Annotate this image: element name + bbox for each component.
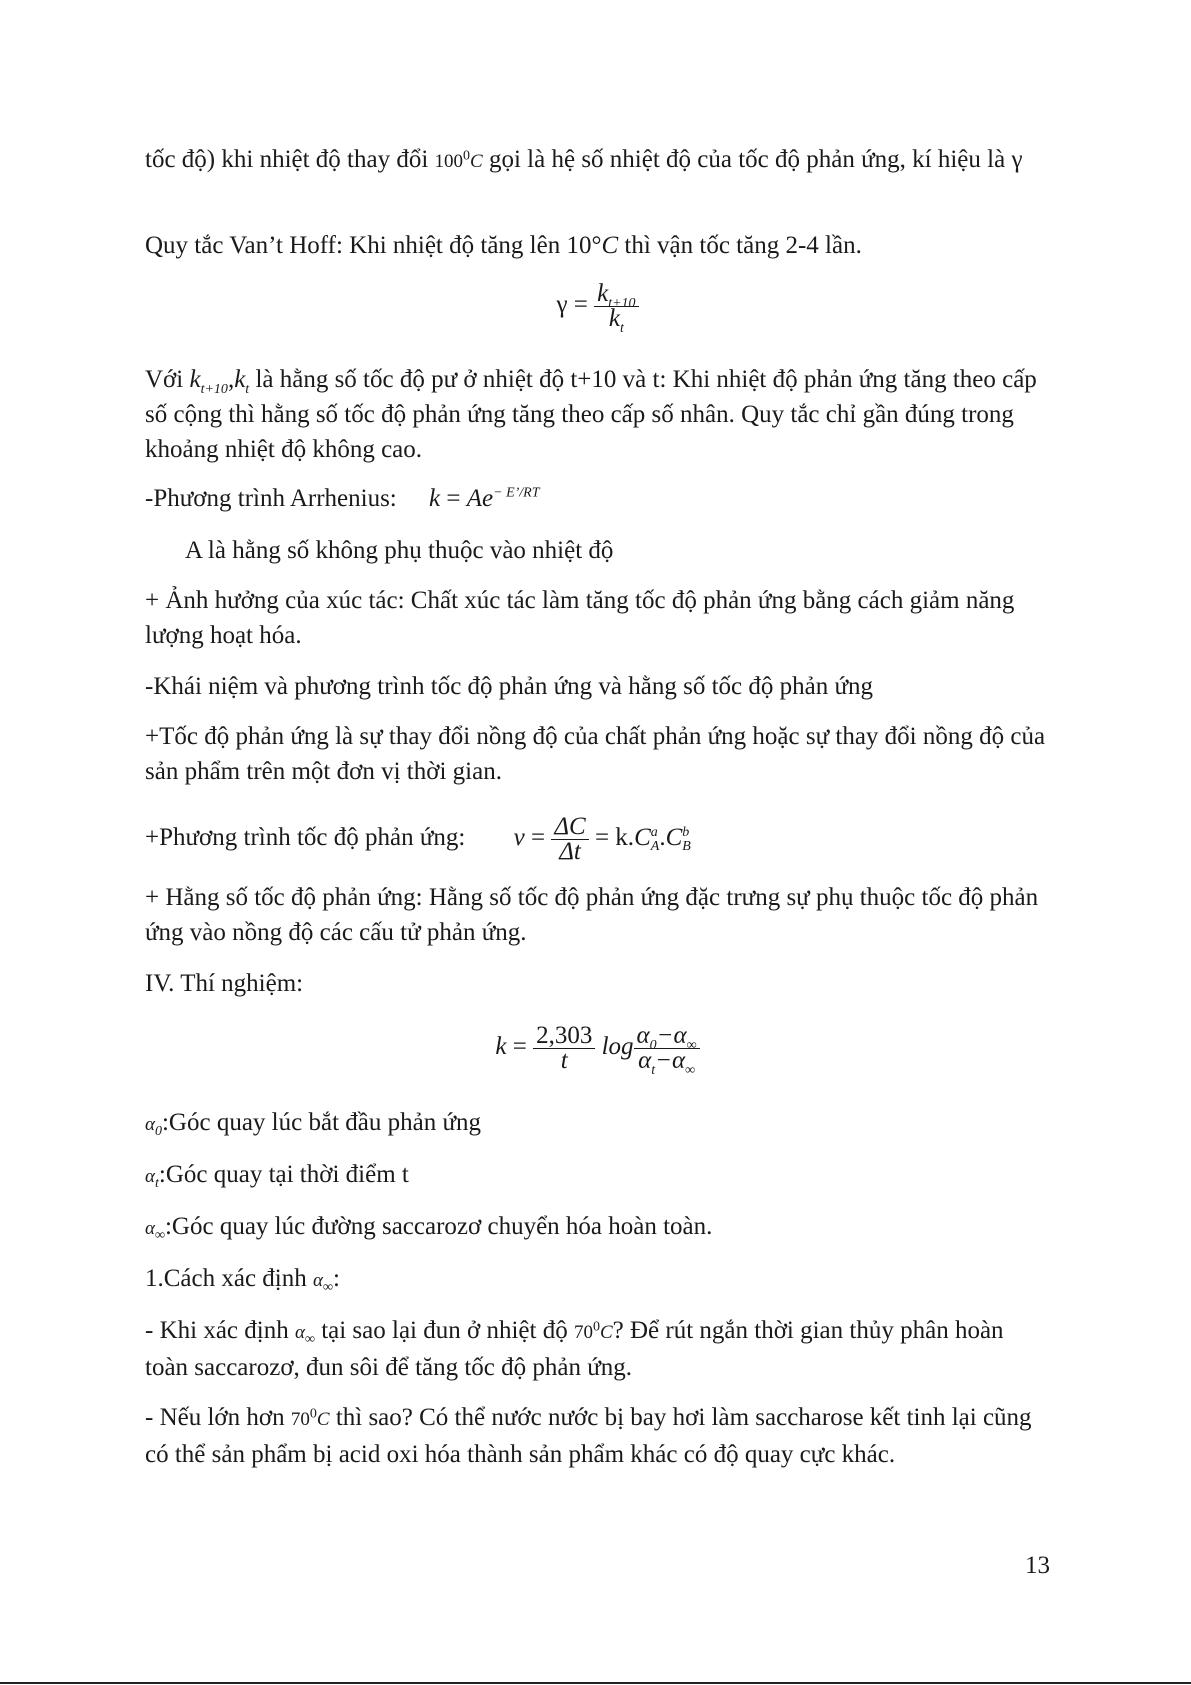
math-equals-k: = k. [594,824,635,852]
math-comma: , [227,366,235,393]
fraction-kt10-over-kt [594,280,638,336]
paragraph-A-constant: A là hằng số không phụ thuộc vào nhiệt độ [185,537,614,564]
math-alphainf [145,1218,165,1243]
math-subscript: B [682,838,691,854]
math-unit: C [470,151,483,172]
math-minus: − [656,1022,674,1049]
text: Với [145,366,184,393]
math-k: k [597,280,609,307]
math-alphainf [294,1322,315,1347]
math-alpha: α [145,1166,155,1187]
math-alpha: α [671,1047,686,1074]
math-unit: C [316,1409,330,1430]
math-k: k [429,485,441,512]
fraction-numerator: 2,303 [533,1024,595,1049]
fraction-numerator [634,1022,700,1053]
fraction-dC-over-dt [551,815,588,864]
paragraph-alphat [145,1157,1050,1194]
math-number: 100 [434,151,464,172]
math-scripts-b-B [682,826,691,854]
math-A: A [466,485,483,512]
math-subscript: ∞ [685,1063,696,1078]
math-superscript: b [682,824,690,840]
text: là hằng số tốc độ pư ở nhiệt độ t+10 và t: Khi nhiệt độ phản ứng tăng theo cấp số cộng thì hằng số tốc độ phản ứng tăng theo cấp số nhân. Quy tắc chỉ gần đúng trong khoảng nhiệt độ không cao. [145,366,1037,463]
math-equals: = [446,485,461,512]
text: tại sao lại đun ở nhiệt độ [321,1317,568,1344]
fraction-alpha-ratio [634,1022,700,1078]
paragraph-arrhenius [145,481,1050,516]
math-k: k [495,1033,507,1061]
math-subscript: t [619,321,624,336]
math-v: v [513,824,525,852]
math-C: C [665,824,683,852]
text: :Góc quay lúc bắt đầu phản ứng [161,1109,482,1136]
fraction-numerator: ΔC [551,815,588,840]
paragraph-catalyst-effect: + Ảnh hưởng của xúc tác: Chất xúc tác làm tăng tốc độ phản ứng bằng cách giảm năng lượng hoạt hóa. [145,587,1015,649]
text: thì vận tốc tăng 2-4 lần. [624,232,862,259]
math-gamma: γ [556,291,568,319]
paragraph-alpha0 [145,1105,1050,1142]
text: 1.Cách xác định [145,1265,307,1292]
math-subscript: ∞ [154,1227,165,1243]
math-70C [290,1406,330,1430]
formula-k-log [145,1022,1050,1078]
formula-gamma [145,280,1050,336]
subheading-determine-alphainf [145,1261,1050,1298]
math-subscript: ∞ [323,1279,333,1295]
math-alphainf [313,1270,333,1295]
paragraph-rate-definition: +Tốc độ phản ứng là sự thay đổi nồng độ của chất phản ứng hoặc sự thay đổi nồng độ của sản phẩm trên một đơn vị thời gian. [145,723,1046,785]
page-number: 13 [1025,1552,1050,1579]
text: - Khi xác định [145,1317,289,1344]
paragraph-rate-constant-meaning: + Hằng số tốc độ phản ứng: Hằng số tốc độ phản ứng đặc trưng sự phụ thuộc tốc độ phản ứng vào nồng độ các cấu tử phản ứng. [145,884,1039,946]
text: tốc độ) khi nhiệt độ thay đổi [145,146,429,173]
math-superscript: a [650,824,658,840]
paragraph-rate-equation [145,815,1050,864]
paragraph-rate-constants [145,362,1050,467]
math-k: k [234,366,246,393]
fraction-denominator: Δt [559,838,581,865]
math-70C [573,1319,613,1343]
math-degree: 0 [309,1406,317,1422]
text: - Nếu lớn hơn [145,1404,285,1431]
fraction-2303-over-t [533,1024,595,1073]
math-k: k [189,366,201,393]
math-alpha0 [145,1114,162,1139]
text: Quy tắc Van’t Hoff: Khi nhiệt độ tăng lên [145,232,561,259]
math-k: k [608,305,620,332]
fraction-denominator [634,1047,700,1078]
math-subscript: 0 [649,1038,657,1053]
text: :Góc quay tại thời điểm t [158,1161,409,1188]
math-log: log [601,1033,634,1061]
math-equals: = [512,1033,527,1061]
math-dot: . [659,824,666,852]
text: ? Để rút ngắn thời gian thủy phân hoàn toàn saccarozơ, đun sôi để tăng tốc độ phản ứng. [145,1317,1004,1381]
formula-arrhenius [429,485,540,512]
math-subscript: t [651,1063,656,1078]
math-number: 70 [290,1409,310,1430]
math-degree: 0 [463,148,471,164]
text: +Phương trình tốc độ phản ứng: [145,824,466,852]
fraction-denominator: t [560,1047,568,1074]
math-C: C [634,824,651,852]
paragraph-heating-70C [145,1313,1050,1385]
math-subscript: t+10 [200,382,228,397]
paragraph-vant-hoff-rule [145,228,1050,263]
math-equals: = [530,824,546,852]
math-alpha: α [145,1114,155,1135]
math-subscript: ∞ [686,1038,697,1053]
math-alpha: α [313,1270,323,1291]
section-heading-experiment: IV. Thí nghiệm: [145,970,304,997]
math-subscript: A [650,838,660,854]
math-subscript: ∞ [304,1331,315,1347]
math-minus: − [655,1047,672,1074]
math-alpha: α [145,1218,155,1239]
math-100C [434,148,483,172]
math-equals: = [573,291,588,319]
math-alpha: α [636,1022,650,1049]
text: : [332,1265,340,1292]
text: thì sao? Có thể nước nước bị bay hơi làm saccharose kết tinh lại cũng có thể sản phẩm bị acid oxi hóa thành sản phẩm khác có độ quay cực khác. [145,1404,1032,1468]
bottom-rule [0,1682,1191,1684]
text: gọi là hệ số nhiệt độ của tốc độ phản ứng, kí hiệu là γ [488,146,1023,173]
math-alpha: α [294,1322,305,1343]
math-number: 10° [566,232,602,259]
math-number: 70 [573,1322,593,1343]
paragraph-temperature-coefficient [145,142,1050,179]
text: :Góc quay lúc đường saccarozơ chuyển hóa hoàn toàn. [164,1213,713,1240]
math-subscript: t [245,382,250,397]
math-unit: C [599,1322,613,1343]
paragraph-alphainf [145,1209,1050,1246]
math-alphat [145,1166,159,1191]
math-exponent: − E’/RT [493,485,540,501]
math-alpha: α [673,1022,687,1049]
math-degree: 0 [592,1319,600,1335]
math-unit: C [601,232,619,259]
text: -Phương trình Arrhenius: [145,485,397,512]
math-alpha: α [638,1047,652,1074]
math-e: e [482,485,494,512]
math-subscript: t [154,1175,159,1191]
math-subscript: 0 [154,1123,162,1139]
paragraph-rate-concepts: -Khái niệm và phương trình tốc độ phản ứng và hằng số tốc độ phản ứng [145,673,874,700]
math-kt10-kt [189,366,250,397]
math-subscript: t+10 [608,296,636,311]
paragraph-above-70C [145,1400,1050,1472]
fraction-numerator [594,280,638,311]
document-page [145,0,1050,1685]
